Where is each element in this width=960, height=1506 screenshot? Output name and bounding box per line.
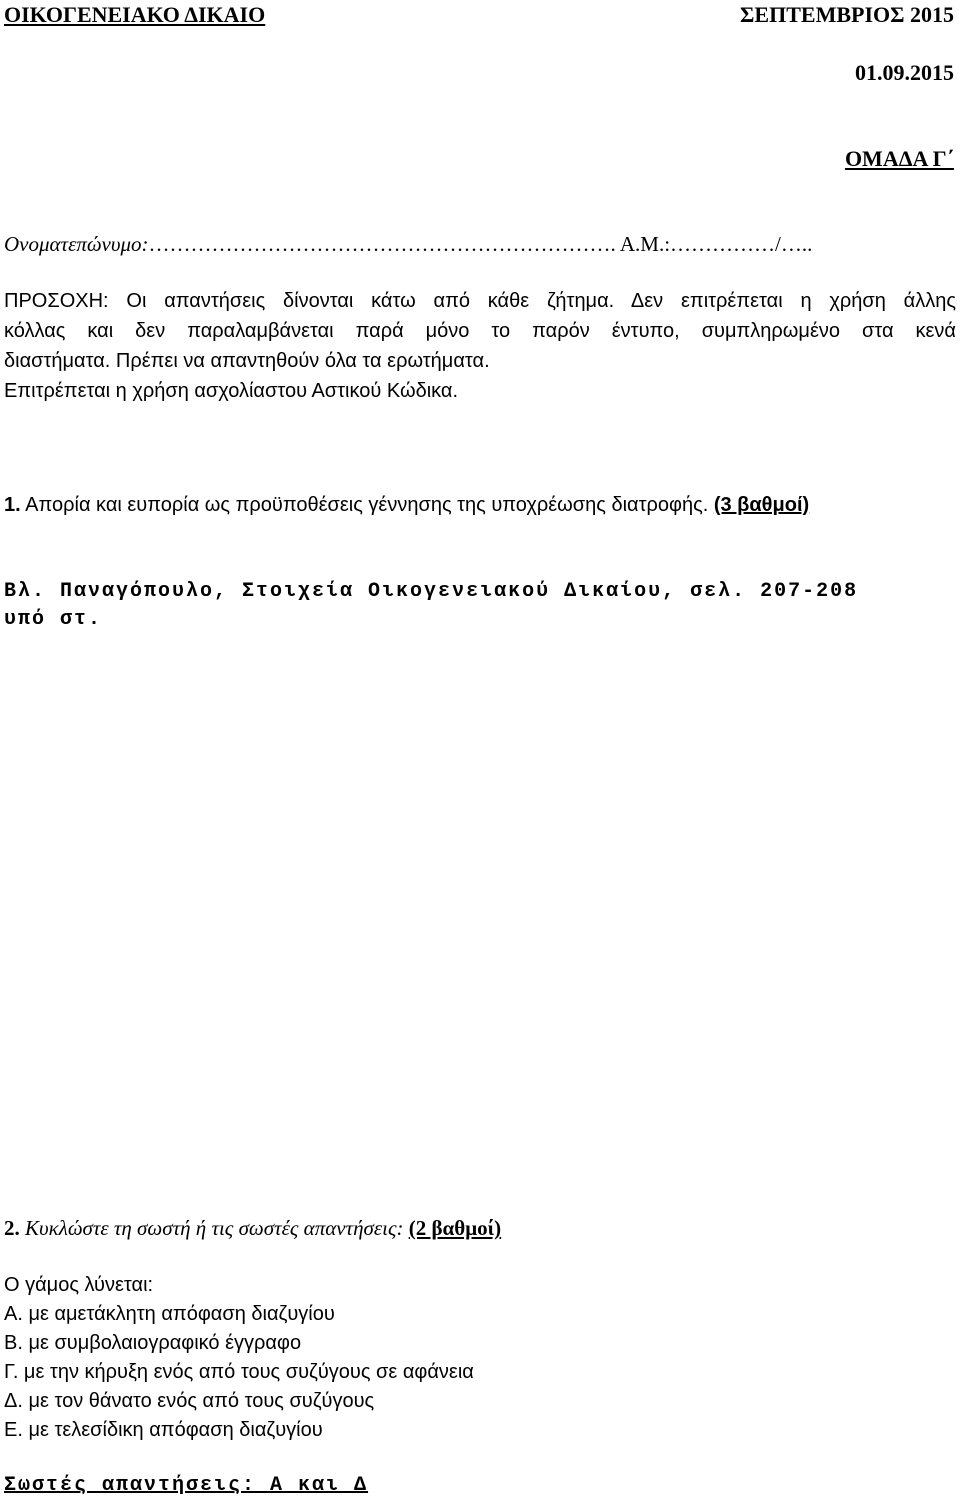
correct-answers: Σωστές απαντήσεις: Α και Δ xyxy=(4,1474,369,1497)
name-label: Ονοματεπώνυμο: xyxy=(4,232,149,256)
exam-period: ΣΕΠΤΕΜΒΡΙΟΣ 2015 xyxy=(740,2,954,27)
option-c[interactable]: Γ. με την κήρυξη ενός από τους συζύγους σε αφάνεια xyxy=(4,1361,474,1383)
question-1-text: Απορία και ευπορία ως προϋποθέσεις γέννησης της υποχρέωσης διατροφής. xyxy=(20,494,714,516)
question-1-answer-line-1: Βλ. Παναγόπουλο, Στοιχεία Οικογενειακού Δικαίου, σελ. 207-208 xyxy=(4,580,859,603)
question-2-number: 2. xyxy=(4,1216,20,1240)
course-title: ΟΙΚΟΓΕΝΕΙΑΚΟ ΔΙΚΑΙΟ xyxy=(4,2,266,27)
option-d[interactable]: Δ. με τον θάνατο ενός από τους συζύγους xyxy=(4,1390,375,1412)
notice-paragraph xyxy=(4,286,956,406)
option-a[interactable]: Α. με αμετάκλητη απόφαση διαζυγίου xyxy=(4,1303,335,1325)
name-field-line xyxy=(4,232,812,257)
question-1-points: (3 βαθμοί) xyxy=(713,494,810,516)
question-1-number: 1. xyxy=(4,494,21,516)
notice-line-1 xyxy=(4,286,956,316)
question-2 xyxy=(4,1216,501,1241)
notice-label: ΠΡΟΣΟΧΗ: xyxy=(4,290,109,312)
question-2-stem: Ο γάμος λύνεται: xyxy=(4,1274,154,1296)
option-e[interactable]: Ε. με τελεσίδικη απόφαση διαζυγίου xyxy=(4,1419,323,1441)
exam-date: 01.09.2015 xyxy=(855,60,954,85)
notice-line-4: Επιτρέπεται η χρήση ασχολίαστου Αστικού Κώδικα. xyxy=(4,380,459,402)
option-b[interactable]: Β. με συμβολαιογραφικό έγγραφο xyxy=(4,1332,302,1354)
notice-line-2: κόλλας και δεν παραλαμβάνεται παρά μόνο το παρόν έντυπο, συμπληρωμένο στα κενά xyxy=(4,320,956,342)
notice-text-1: Οι απαντήσεις δίνονται κάτω από κάθε ζήτημα. Δεν επιτρέπεται η χρήση άλλης xyxy=(108,290,956,312)
question-2-points: (2 βαθμοί) xyxy=(408,1216,502,1240)
question-1 xyxy=(4,494,809,517)
notice-line-3: διαστήματα. Πρέπει να απαντηθούν όλα τα ερωτήματα. xyxy=(4,350,490,372)
question-1-answer-line-2: υπό στ. xyxy=(4,608,103,631)
group-label: ΟΜΑΔΑ Γ΄ xyxy=(844,146,954,171)
name-blank[interactable]: …………………………………………………………. Α.Μ.:……………/….. xyxy=(148,232,813,256)
question-2-prompt: Κυκλώστε τη σωστή ή τις σωστές απαντήσεις: xyxy=(19,1216,409,1240)
